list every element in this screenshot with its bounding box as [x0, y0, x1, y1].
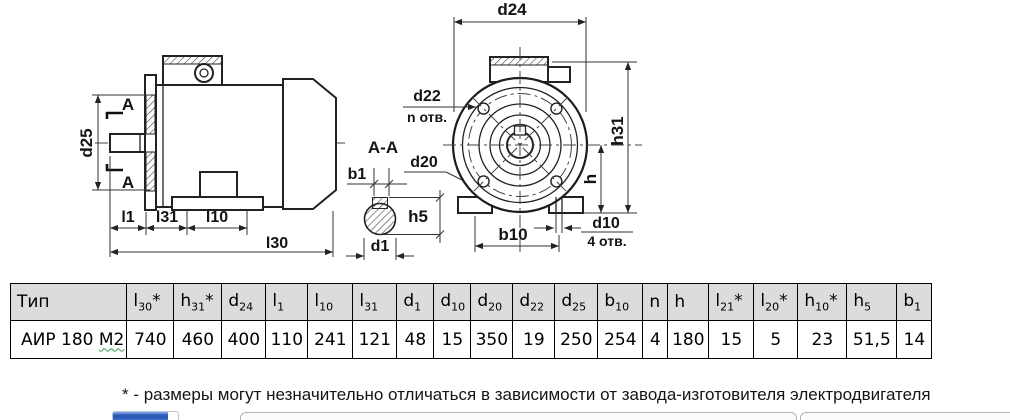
column-header: $b_1$ — [897, 284, 932, 321]
section-mark-a-top: A — [121, 95, 135, 114]
dim-label-d10: d10 — [592, 215, 620, 232]
shaft-section — [365, 204, 396, 235]
column-header: $d_{22}$ — [513, 284, 555, 321]
dim-label-l31: l31 — [155, 209, 179, 226]
value-cell: 51,5 — [847, 321, 897, 359]
value-cell: 250 — [555, 321, 598, 359]
value-cell: 48 — [397, 321, 434, 359]
dim-label-h31: h31 — [608, 116, 627, 146]
value-cell: 15 — [709, 321, 754, 359]
partial-toolbar-element-left[interactable] — [240, 412, 797, 420]
dim-label-l10: l10 — [205, 209, 229, 226]
value-cell: 350 — [471, 321, 513, 359]
value-cell: 23 — [798, 321, 847, 359]
table-body — [11, 321, 932, 359]
column-header: $d_{25}$ — [555, 284, 598, 321]
footnote-text: * - размеры могут незначительно отличаться в зависимости от завода-изготовителя электродвигателя — [122, 385, 931, 404]
value-cell: 15 — [434, 321, 471, 359]
value-cell: 4 — [643, 321, 668, 359]
column-header: $h_5$ — [847, 284, 897, 321]
column-header: $l_{21}*$ — [709, 284, 754, 321]
column-header: $d_{10}$ — [434, 284, 471, 321]
value-cell: 180 — [668, 321, 709, 359]
value-cell: 5 — [754, 321, 798, 359]
column-header: $l_{30}*$ — [127, 284, 174, 321]
value-cell: 254 — [598, 321, 643, 359]
column-header: $l_{10}$ — [308, 284, 353, 321]
dimensions-table — [10, 283, 932, 359]
value-cell: 460 — [174, 321, 222, 359]
dim-label-d22: d22 — [413, 88, 441, 105]
value-cell: 121 — [353, 321, 397, 359]
front-view-drawing — [403, 0, 642, 253]
table-header-row — [11, 284, 932, 321]
dim-label-d24: d24 — [497, 0, 527, 19]
side-view-drawing — [77, 56, 345, 257]
column-header: $d_1$ — [397, 284, 434, 321]
dim-label-b1: b1 — [347, 166, 367, 183]
section-mark-a-bottom: A — [121, 173, 135, 192]
label-n-holes: n отв. — [407, 109, 447, 125]
column-header: $b_{10}$ — [598, 284, 643, 321]
dim-label-l30: l30 — [265, 235, 289, 252]
dim-label-d20: d20 — [410, 154, 438, 171]
type-cell: АИР 180 М2 — [11, 321, 127, 359]
table-row — [11, 321, 932, 359]
value-cell: 400 — [222, 321, 266, 359]
column-header: n — [643, 284, 668, 321]
dim-label-d25: d25 — [77, 128, 96, 158]
label-4-holes: 4 отв. — [587, 233, 627, 249]
column-header: $d_{24}$ — [222, 284, 266, 321]
value-cell: 740 — [127, 321, 174, 359]
dim-label-b10: b10 — [498, 225, 528, 244]
column-header: $d_{20}$ — [471, 284, 513, 321]
section-title: A-A — [367, 138, 399, 157]
column-header: $h_{31}*$ — [174, 284, 222, 321]
partial-progress-bar[interactable] — [112, 411, 179, 420]
dim-label-d1: d1 — [370, 238, 390, 255]
partial-toolbar-element-right[interactable] — [800, 412, 1010, 420]
value-cell: 110 — [266, 321, 308, 359]
progress-fill — [113, 412, 168, 420]
column-header: $l_{31}$ — [353, 284, 397, 321]
dim-label-h5: h5 — [408, 207, 428, 226]
value-cell: 241 — [308, 321, 353, 359]
dim-label-l1: l1 — [121, 209, 135, 226]
value-cell: 19 — [513, 321, 555, 359]
column-header: h — [668, 284, 709, 321]
column-header: Тип — [11, 284, 127, 321]
column-header: $h_{10}*$ — [798, 284, 847, 321]
column-header: $l_1$ — [266, 284, 308, 321]
dim-label-h: h — [581, 173, 600, 185]
value-cell: 14 — [897, 321, 932, 359]
column-header: $l_{20}*$ — [754, 284, 798, 321]
